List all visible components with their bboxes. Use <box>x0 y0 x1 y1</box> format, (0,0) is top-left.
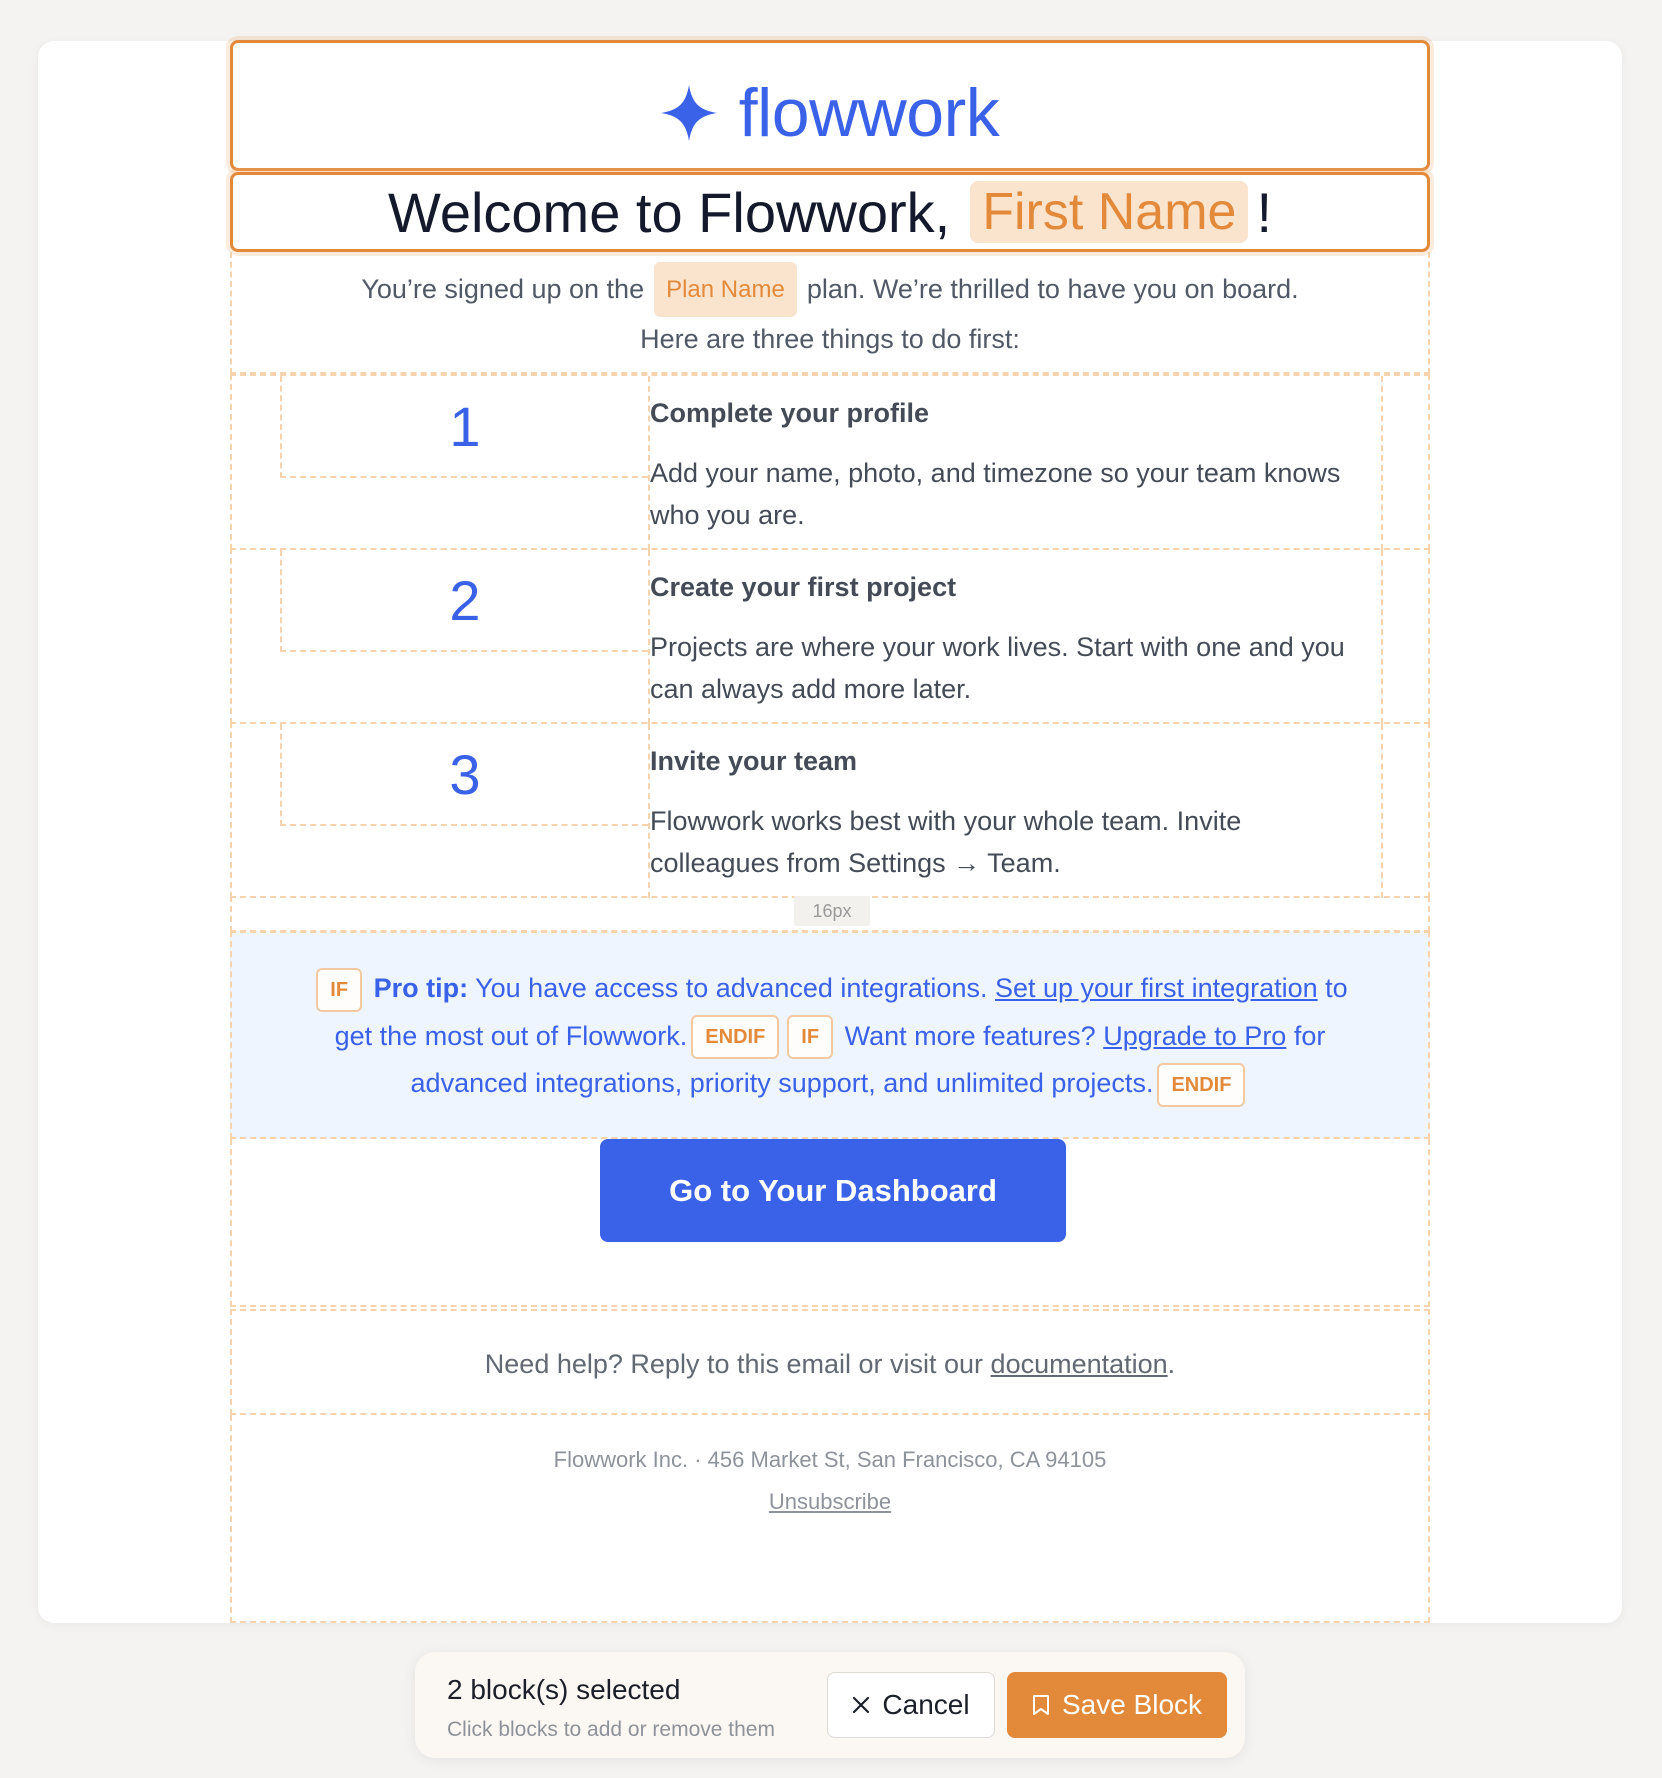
upgrade-text: for advanced integrations, priority support, and unlimited projects. <box>410 1020 1326 1098</box>
heading-suffix: ! <box>1256 180 1273 244</box>
save-block-button[interactable] <box>1007 1672 1227 1738</box>
heading-text: Welcome to Flowwork, <box>387 180 951 244</box>
heading-block[interactable] <box>230 172 1430 252</box>
step-row[interactable] <box>230 722 1430 898</box>
bookmark-icon <box>1032 1694 1050 1716</box>
step-row[interactable] <box>230 548 1430 724</box>
upgrade-link[interactable]: Upgrade to Pro <box>1103 1020 1287 1051</box>
step-text-cell <box>648 724 1383 898</box>
company-address: Flowwork Inc. · 456 Market St, San Francisco, CA 94105 <box>553 1447 1107 1472</box>
sparkle-icon <box>661 85 717 141</box>
integration-link[interactable]: Set up your first integration <box>994 973 1318 1003</box>
help-message: Need help? Reply to this email or visit our <box>484 1349 984 1379</box>
email-body <box>230 41 1430 1623</box>
intro-text <box>232 262 1428 362</box>
if-tag[interactable]: IF <box>316 968 362 1012</box>
step-text-cell <box>648 376 1383 550</box>
pro-tip-label: Pro tip: <box>373 973 469 1003</box>
help-block[interactable] <box>230 1309 1430 1415</box>
selection-toolbar <box>415 1652 1245 1758</box>
step-description: Projects are where your work lives. Start with one and you can always add more later. <box>650 632 1345 704</box>
logo-text: flowwork <box>738 75 1000 151</box>
plan-name-token[interactable]: Plan Name <box>654 262 797 317</box>
footer-block[interactable] <box>230 1415 1430 1623</box>
if-tag[interactable]: IF <box>787 1015 833 1059</box>
spacer-block[interactable] <box>230 896 1430 932</box>
pro-tip-text: to get the most out of Flowwork. <box>334 973 1348 1051</box>
step-title: Complete your profile <box>650 398 930 428</box>
cancel-label: Cancel <box>882 1689 970 1720</box>
welcome-heading <box>233 175 1427 249</box>
endif-tag[interactable]: ENDIF <box>691 1015 779 1059</box>
dashboard-button[interactable]: Go to Your Dashboard <box>600 1139 1066 1242</box>
save-label: Save Block <box>1061 1689 1203 1720</box>
step-description: Flowwork works best with your whole team. Invite colleagues from Settings → Team. <box>650 806 1242 878</box>
step-title: Invite your team <box>650 746 858 776</box>
intro-after: plan. We’re thrilled to have you on board. <box>806 274 1299 304</box>
close-icon <box>852 1696 870 1714</box>
step-row[interactable] <box>230 374 1430 550</box>
pro-tip-block[interactable] <box>230 931 1430 1139</box>
logo <box>233 75 1427 151</box>
help-text <box>232 1349 1428 1380</box>
intro-line2: Here are three things to do first: <box>640 324 1020 354</box>
documentation-link[interactable]: documentation <box>990 1349 1168 1379</box>
email-canvas <box>38 41 1622 1623</box>
selection-hint: Click blocks to add or remove them <box>447 1718 775 1741</box>
logo-block[interactable] <box>230 40 1430 171</box>
endif-tag[interactable]: ENDIF <box>1157 1063 1245 1107</box>
step-title: Create your first project <box>650 572 957 602</box>
step-description: Add your name, photo, and timezone so your team knows who you are. <box>650 458 1341 530</box>
step-text-cell <box>648 550 1383 724</box>
pro-tip-text: You have access to advanced integrations. <box>475 973 988 1003</box>
upgrade-text: Want more features? <box>844 1020 1096 1051</box>
step-number: 3 <box>280 724 648 826</box>
first-name-token[interactable]: First Name <box>970 181 1248 244</box>
spacer-size-label: 16px <box>794 896 870 926</box>
footer <box>232 1439 1428 1523</box>
intro-before: You’re signed up on the <box>361 274 645 304</box>
step-number: 1 <box>280 376 648 478</box>
intro-block[interactable] <box>230 252 1430 374</box>
selection-count: 2 block(s) selected <box>447 1674 681 1705</box>
step-number: 2 <box>280 550 648 652</box>
unsubscribe-link[interactable]: Unsubscribe <box>768 1489 892 1514</box>
cancel-button[interactable] <box>827 1672 995 1738</box>
help-end: . <box>1167 1349 1176 1379</box>
button-block[interactable] <box>230 1139 1430 1307</box>
